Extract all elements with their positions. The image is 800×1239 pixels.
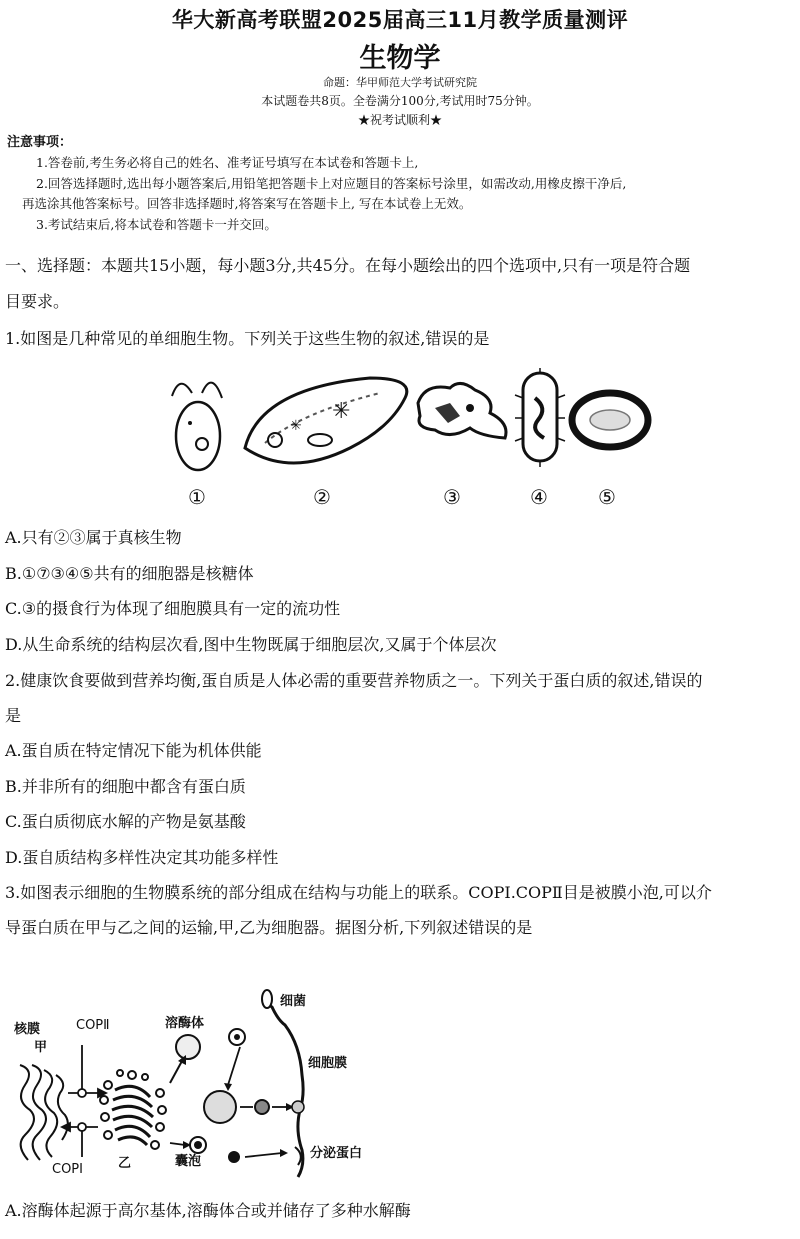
q2-option-b: B.并非所有的细胞中都含有蛋白质 bbox=[5, 777, 246, 796]
q3-option-a: A.溶酶体起源于高尔基体,溶酶体合或并储存了多种水解酶 bbox=[5, 1201, 411, 1220]
section-heading-cont: 目要求。 bbox=[5, 292, 70, 311]
q1-stem: 1.如图是几种常见的单细胞生物。下列关于这些生物的叙述,错误的是 bbox=[5, 329, 490, 348]
organism-2-drawing bbox=[245, 378, 407, 463]
lysosome-drawing bbox=[176, 1035, 200, 1059]
label-copi: COPⅠ bbox=[52, 1162, 83, 1177]
section-heading: 一、选择题：本题共15小题，每小题3分,共45分。在每小题绘出的四个选项中,只有一项是符合题 bbox=[5, 256, 691, 275]
q2-stem-cont: 是 bbox=[5, 706, 22, 725]
q2-option-d: D.蛋自质结构多样性决定其功能多样性 bbox=[5, 848, 279, 867]
q1-option-d: D.从生命系统的结构层次看,图中生物既属于细胞层次,又属于个体层次 bbox=[5, 635, 497, 654]
good-luck-line: ★祝考试顺利★ bbox=[357, 113, 442, 127]
organism-4-drawing bbox=[515, 368, 565, 467]
organism-5-drawing bbox=[572, 393, 648, 447]
biomembrane-system-figure bbox=[10, 985, 390, 1180]
note-item-2: 2.回答选择题时,选出每小题答案后,用铅笔把答题卡上对应题目的答案标号涂里，如需改动,用橡皮擦干净后, bbox=[36, 176, 627, 191]
endoplasmic-reticulum-drawing bbox=[20, 1065, 68, 1160]
q3-stem: 3.如图表示细胞的生物膜系统的部分组成在结构与功能上的联系。COPI.COPⅡ目是被膜小泡,可以介 bbox=[5, 883, 712, 902]
label-jia: 甲 bbox=[34, 1040, 48, 1055]
organism-label-3: ③ bbox=[443, 485, 461, 509]
single-cell-organisms-figure bbox=[150, 368, 660, 513]
organism-label-5: ⑤ bbox=[598, 485, 616, 509]
label-cell-membrane: 细胞膜 bbox=[308, 1056, 348, 1071]
label-copii: COPⅡ bbox=[76, 1018, 110, 1033]
note-item-1: 1.答卷前,考生务必将自己的姓名、准考证号填写在本试卷和答题卡上, bbox=[36, 155, 419, 170]
q1-option-b: B.①⑦③④⑤共有的细胞器是核糖体 bbox=[5, 564, 254, 583]
label-yi: 乙 bbox=[118, 1156, 132, 1171]
exam-title: 华大新高考联盟2025届高三11月教学质量测评 bbox=[171, 8, 629, 32]
label-lysosome: 溶酶体 bbox=[165, 1016, 205, 1031]
label-secreted-protein: 分泌蛋白 bbox=[310, 1146, 363, 1161]
note-item-2-cont: 再选涂其他答案标号。回答非选择题时,将答案写在答题卡上, 写在本试卷上无效。 bbox=[22, 196, 472, 211]
q2-option-a: A.蛋自质在特定情况下能为机体供能 bbox=[5, 741, 262, 760]
label-nuclear-membrane: 核膜 bbox=[14, 1022, 41, 1037]
q3-stem-cont: 导蛋白质在甲与乙之间的运输,甲,乙为细胞器。据图分析,下列叙述错误的是 bbox=[5, 918, 533, 937]
organism-label-2: ② bbox=[313, 485, 331, 509]
golgi-apparatus-drawing bbox=[112, 1086, 153, 1145]
organism-1-drawing bbox=[172, 383, 222, 470]
bacterium-drawing bbox=[262, 990, 272, 1008]
proposer-line: 命题：华甲师范大学考试研究院 bbox=[323, 76, 477, 89]
q2-option-c: C.蛋白质彻底水解的产物是氨基酸 bbox=[5, 812, 246, 831]
subject-title: 生物学 bbox=[359, 43, 441, 74]
exam-info: 本试题卷共8页。全卷满分100分,考试用时75分钟。 bbox=[261, 94, 539, 108]
note-item-3: 3.考试结束后,将本试卷和答题卡一并交回。 bbox=[36, 217, 277, 232]
svg-text:✳: ✳ bbox=[332, 399, 351, 424]
organism-label-1: ① bbox=[188, 485, 206, 509]
organism-label-4: ④ bbox=[530, 485, 548, 509]
label-vesicle: 囊泡 bbox=[175, 1154, 202, 1169]
organism-3-drawing bbox=[418, 383, 506, 438]
phagolysosome-drawing bbox=[204, 1091, 236, 1123]
notes-heading: 注意事项： bbox=[7, 135, 73, 150]
q1-option-c: C.③的摄食行为体现了细胞膜具有一定的流功性 bbox=[5, 599, 341, 618]
label-bacteria: 细菌 bbox=[280, 994, 307, 1009]
q2-stem: 2.健康饮食要做到营养均衡,蛋自质是人体必需的重要营养物质之一。下列关于蛋白质的叙述,错误的 bbox=[5, 671, 703, 690]
q1-option-a: A.只有②③属于真核生物 bbox=[5, 528, 182, 547]
svg-text:✳: ✳ bbox=[290, 418, 302, 434]
